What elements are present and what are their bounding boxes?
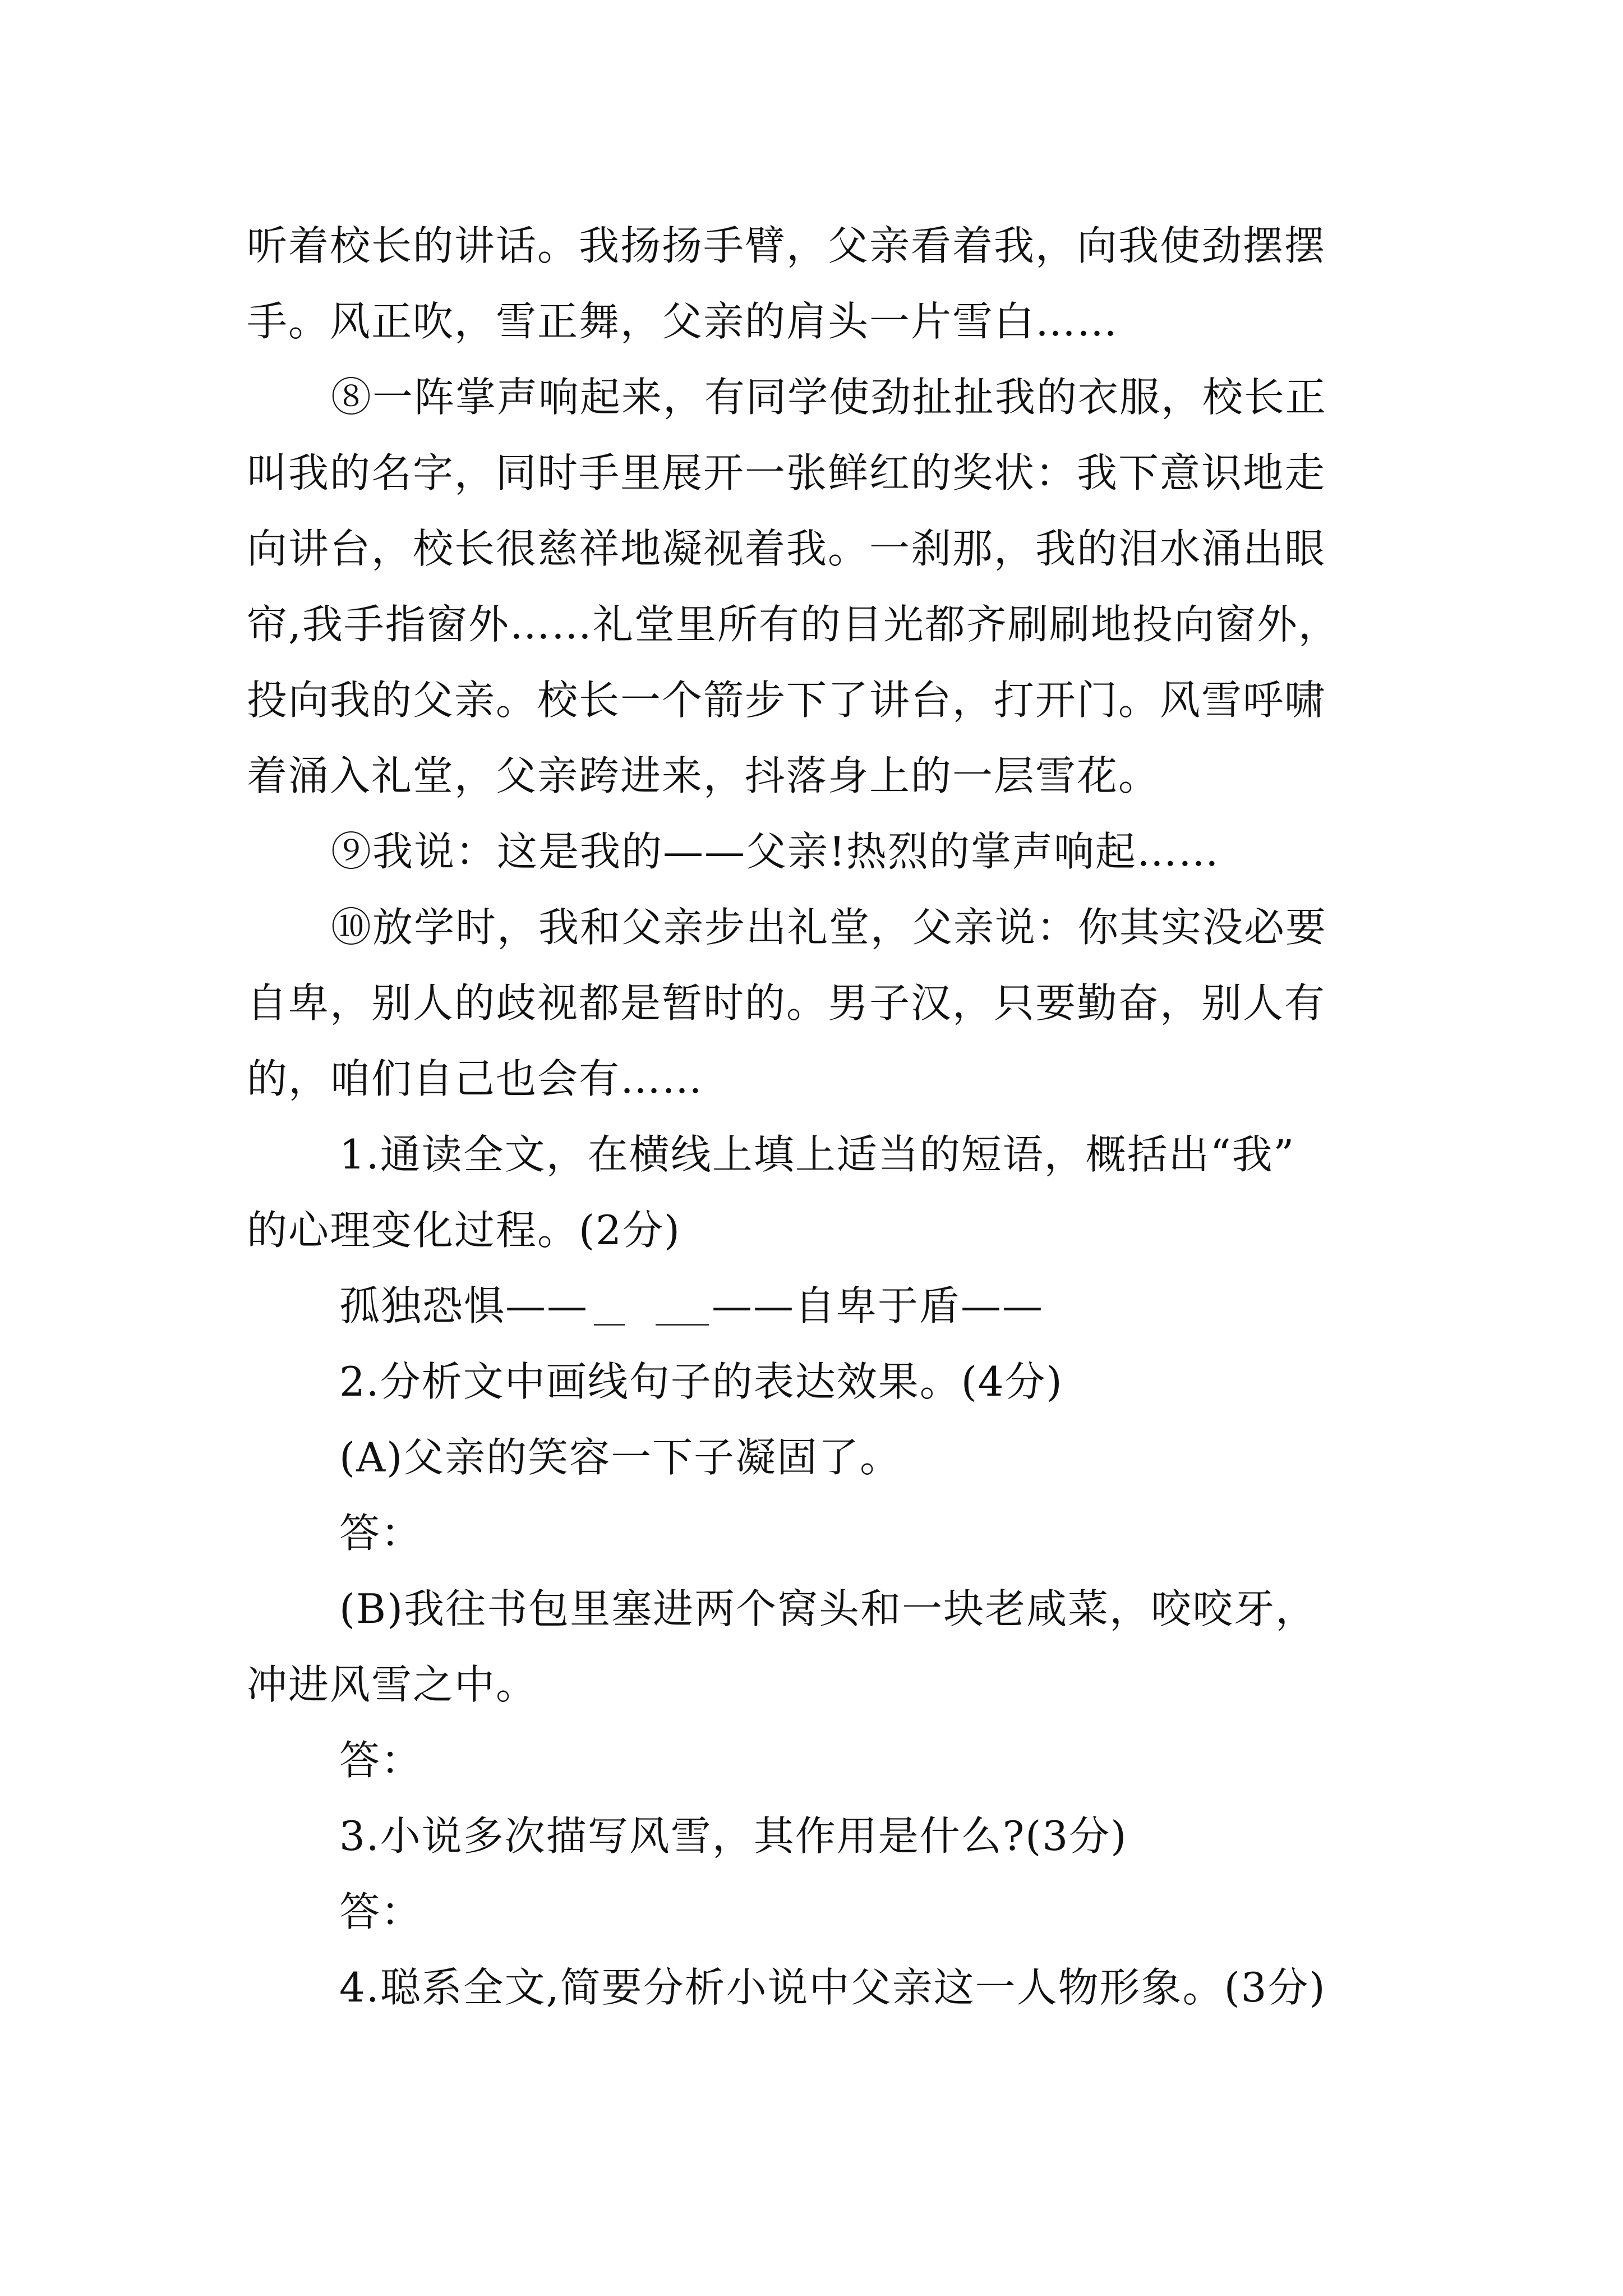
text-line: 自卑，别人的歧视都是暂时的。男子汉，只要勤奋，别人有 — [247, 979, 1326, 1027]
sentence-a: (A)父亲的笑容一下子凝固了。 — [339, 1434, 902, 1481]
sentence-b: (B)我往书包里塞进两个窝头和一块老咸菜，咬咬牙， — [339, 1585, 1317, 1632]
fill-blank — [588, 1289, 712, 1329]
text-line: 帘,我手指窗外……礼堂里所有的目光都齐刷刷地投向窗外， — [247, 601, 1340, 648]
text-line: 叫我的名字，同时手里展开一张鲜红的奖状：我下意识地走 — [247, 449, 1326, 496]
fill-prefix: 孤独恐惧—— — [339, 1282, 589, 1329]
text-line: 着涌入礼堂，父亲跨进来，抖落身上的一层雪花。 — [247, 752, 1160, 799]
answer-label: 答： — [339, 1737, 423, 1784]
blank-underline — [594, 1324, 625, 1326]
text-line: 向讲台，校长很慈祥地凝视着我。一刹那，我的泪水涌出眼 — [247, 525, 1326, 572]
fill-suffix: ——自卑于盾—— — [712, 1282, 1044, 1329]
text-line: 的心理变化过程。(2分) — [247, 1207, 681, 1254]
answer-label: 答： — [339, 1510, 423, 1557]
text-line: ⑩放学时，我和父亲步出礼堂，父亲说：你其实没必要 — [331, 904, 1327, 951]
text-line: 投向我的父亲。校长一个箭步下了讲台，打开门。风雪呼啸 — [247, 677, 1326, 724]
text-line: 冲进风雪之中。 — [247, 1661, 538, 1708]
text-line: ⑨我说：这是我的——父亲!热烈的掌声响起…… — [331, 828, 1220, 875]
answer-blank-line — [0, 1272, 1623, 1340]
question-1: 1.通读全文，在横线上填上适当的短语，概括出“我” — [339, 1131, 1295, 1178]
text-line: 手。风正吹，雪正舞，父亲的肩头一片雪白…… — [247, 298, 1119, 345]
text-line: ⑧一阵掌声响起来，有同学使劲扯扯我的衣服，校长正 — [331, 374, 1327, 421]
text-line: 听着校长的讲话。我扬扬手臂，父亲看着我，向我使劲摆摆 — [247, 222, 1326, 269]
question-3: 3.小说多次描写风雪，其作用是什么?(3分) — [339, 1812, 1128, 1860]
text-line: 的，咱们自己也会有…… — [247, 1055, 704, 1102]
question-2: 2.分析文中画线句子的表达效果。(4分) — [339, 1358, 1063, 1405]
question-4: 4.聪系全文,简要分析小说中父亲这一人物形象。(3分) — [339, 1964, 1326, 2011]
blank-underline — [656, 1324, 709, 1326]
answer-label: 答： — [339, 1888, 423, 1935]
